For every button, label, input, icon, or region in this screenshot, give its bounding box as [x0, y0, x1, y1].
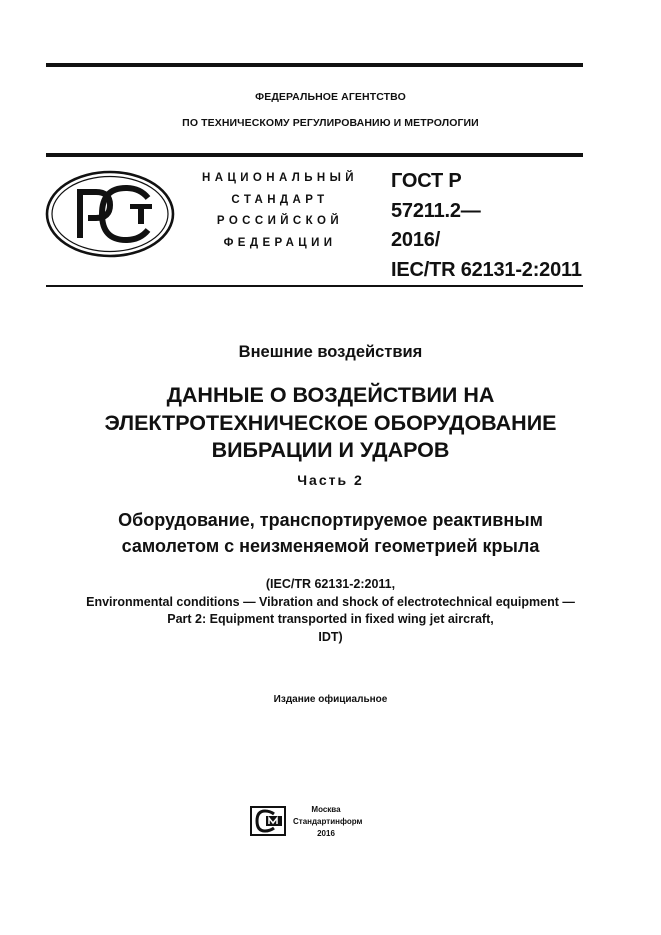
header-rule — [46, 153, 583, 157]
gost-r-logo-icon — [44, 168, 176, 260]
english-line: (IEC/TR 62131-2:2011, — [265, 577, 396, 591]
publisher-city: Москва — [311, 805, 341, 814]
top-rule — [46, 63, 583, 67]
publisher-info — [293, 804, 363, 840]
part-title — [0, 507, 661, 559]
title-line: ВИБРАЦИИ И УДАРОВ — [211, 438, 450, 462]
english-line: Environmental conditions — Vibration and shock of electrotechnical equipment — — [86, 594, 575, 609]
part-number: Часть 2 — [297, 472, 364, 488]
designation-line: IEC/TR 62131-2:2011 — [391, 258, 582, 281]
publisher-year: 2016 — [317, 829, 335, 838]
standard-label-line: НАЦИОНАЛЬНЫЙ — [202, 172, 358, 184]
part-title-line: самолетом с неизменяемой геометрией крыла — [121, 536, 540, 556]
document-title — [0, 382, 661, 465]
designation-line: ГОСТ Р — [391, 170, 462, 192]
agency-line-1: ФЕДЕРАЛЬНОЕ АГЕНТСТВО — [255, 91, 406, 103]
part-title-line: Оборудование, транспортируемое реактивным — [118, 510, 543, 530]
standard-label-line: СТАНДАРТ — [231, 193, 329, 206]
publisher-name: Стандартинформ — [293, 817, 363, 826]
english-reference — [0, 576, 661, 646]
standard-designation — [391, 167, 582, 285]
document-subtitle: Внешние воздействия — [238, 343, 423, 361]
title-line: ДАННЫЕ О ВОЗДЕЙСТВИИ НА — [166, 383, 495, 407]
title-line: ЭЛЕКТРОТЕХНИЧЕСКОЕ ОБОРУДОВАНИЕ — [104, 410, 557, 435]
designation-line: 2016/ — [391, 229, 441, 251]
english-line: Part 2: Equipment transported in fixed wing jet aircraft, — [167, 612, 494, 626]
standard-label — [186, 168, 374, 254]
edition-label: Издание официальное — [273, 694, 388, 705]
designation-line: 57211.2— — [391, 199, 481, 222]
standard-label-line: ФЕДЕРАЦИИ — [223, 236, 337, 249]
agency-line-2: ПО ТЕХНИЧЕСКОМУ РЕГУЛИРОВАНИЮ И МЕТРОЛОГИИ — [182, 117, 479, 129]
designation-rule — [46, 285, 583, 287]
standard-label-line: РОССИЙСКОЙ — [216, 215, 344, 227]
english-line: IDT) — [318, 629, 343, 644]
standartinform-logo-icon — [250, 806, 286, 836]
